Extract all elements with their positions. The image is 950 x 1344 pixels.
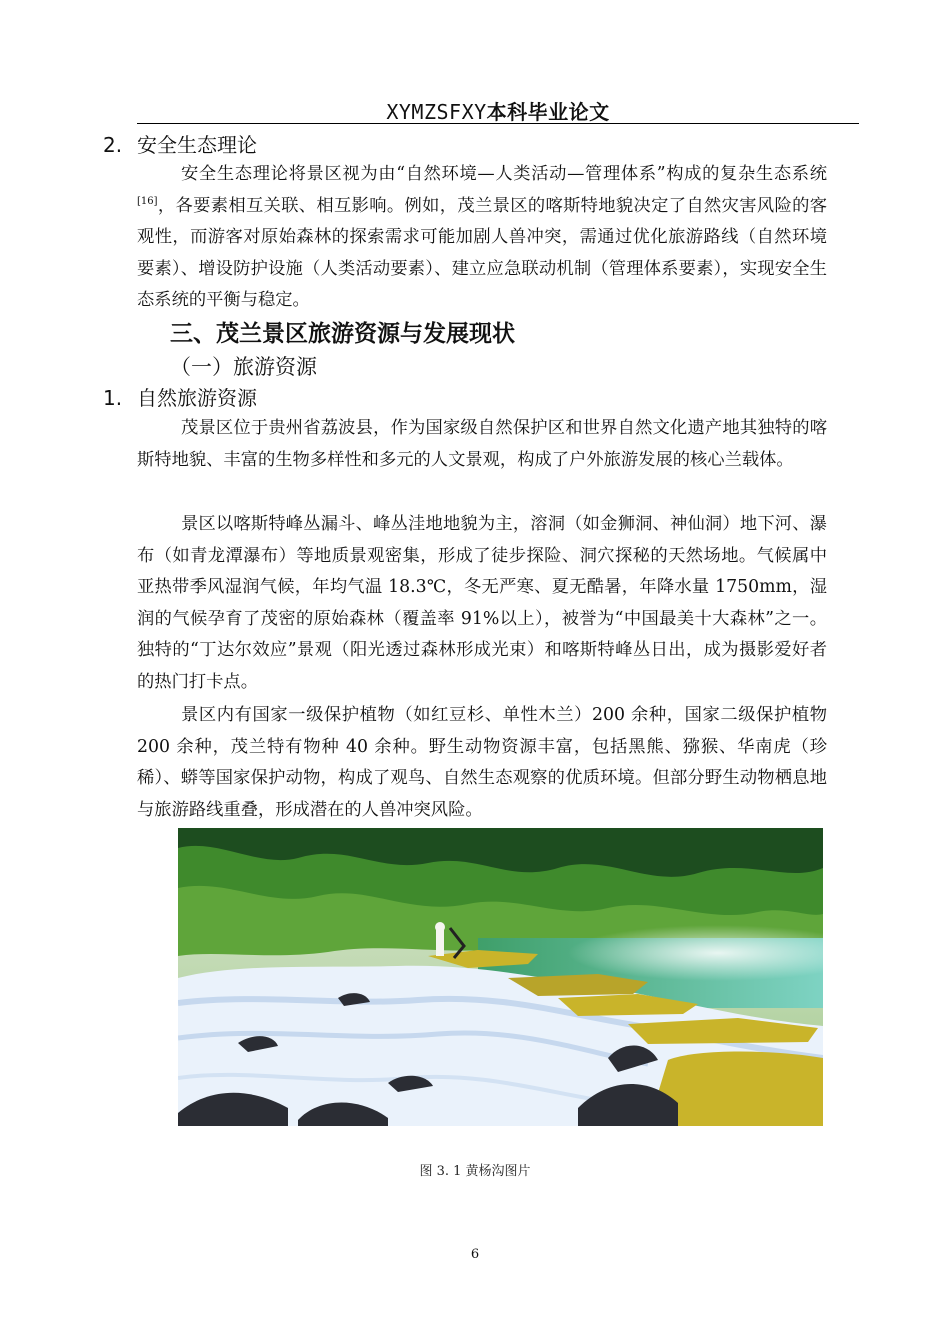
section-heading	[103, 133, 257, 157]
paragraph-text: 安全生态理论将景区视为由“自然环境—人类活动—管理体系”构成的复杂生态系统	[181, 164, 827, 184]
item-title: 自然旅游资源	[137, 386, 257, 410]
header-code: XYMZSFXY	[386, 100, 487, 124]
page-number: 6	[470, 1247, 480, 1262]
subsection-heading: （一）旅游资源	[170, 355, 317, 379]
body-paragraph: 景区以喀斯特峰丛漏斗、峰丛洼地地貌为主，溶洞（如金狮洞、神仙洞）地下河、瀑布（如青龙潭瀑布）等地质景观密集，形成了徒步探险、洞穴探秘的天然场地。气候属中亚热带季风湿润气候，年均气温 18.3℃，冬无严寒、夏无酷暑，年降水量 1750mm，湿润的气候孕育了茂密的原始森林（覆盖率 91%以上），被誉为“中国最美十大森林”之一。独特的“丁达尔效应”景观（阳光透过森林形成光束）和喀斯特峰丛日出，成为摄影爱好者的热门打卡点。	[137, 514, 827, 692]
header-divider	[137, 123, 859, 124]
chapter-heading: 三、茂兰景区旅游资源与发展现状	[170, 321, 515, 347]
photo-illustration	[178, 828, 823, 1126]
paragraph-text: ，各要素相互关联、相互影响。例如，茂兰景区的喀斯特地貌决定了自然灾害风险的客观性，而游客对原始森林的探索需求可能加剧人兽冲突，需通过优化旅游路线（自然环境要素）、增设防护设施（人类活动要素）、建立应急联动机制（管理体系要素），实现安全生态系统的平衡与稳定。	[137, 195, 827, 311]
section-title: 安全生态理论	[137, 133, 257, 157]
body-paragraph: 茂景区位于贵州省荔波县，作为国家级自然保护区和世界自然文化遗产地其独特的喀斯特地貌、丰富的生物多样性和多元的人文景观，构成了户外旅游发展的核心兰载体。	[137, 418, 827, 470]
section-number: 2.	[103, 133, 123, 157]
figure-caption: 图 3. 1 黄杨沟图片	[419, 1164, 531, 1179]
item-heading	[103, 386, 257, 410]
header-title: 本科毕业论文	[486, 100, 610, 124]
body-paragraph: 景区内有国家一级保护植物（如红豆杉、单性木兰）200 余种，国家二级保护植物 200 余种，茂兰特有物种 40 余种。野生动物资源丰富，包括黑熊、猕猴、华南虎（珍稀）、蟒等国家保护动物，构成了观鸟、自然生态观察的优质环境。但部分野生动物栖息地与旅游路线重叠，形成潜在的人兽冲突风险。	[137, 705, 827, 820]
item-number: 1.	[103, 386, 123, 410]
body-paragraph	[137, 159, 827, 317]
waterfall-landscape-photo	[178, 828, 823, 1126]
citation-reference: [16]	[137, 195, 158, 207]
page-header	[137, 96, 859, 125]
